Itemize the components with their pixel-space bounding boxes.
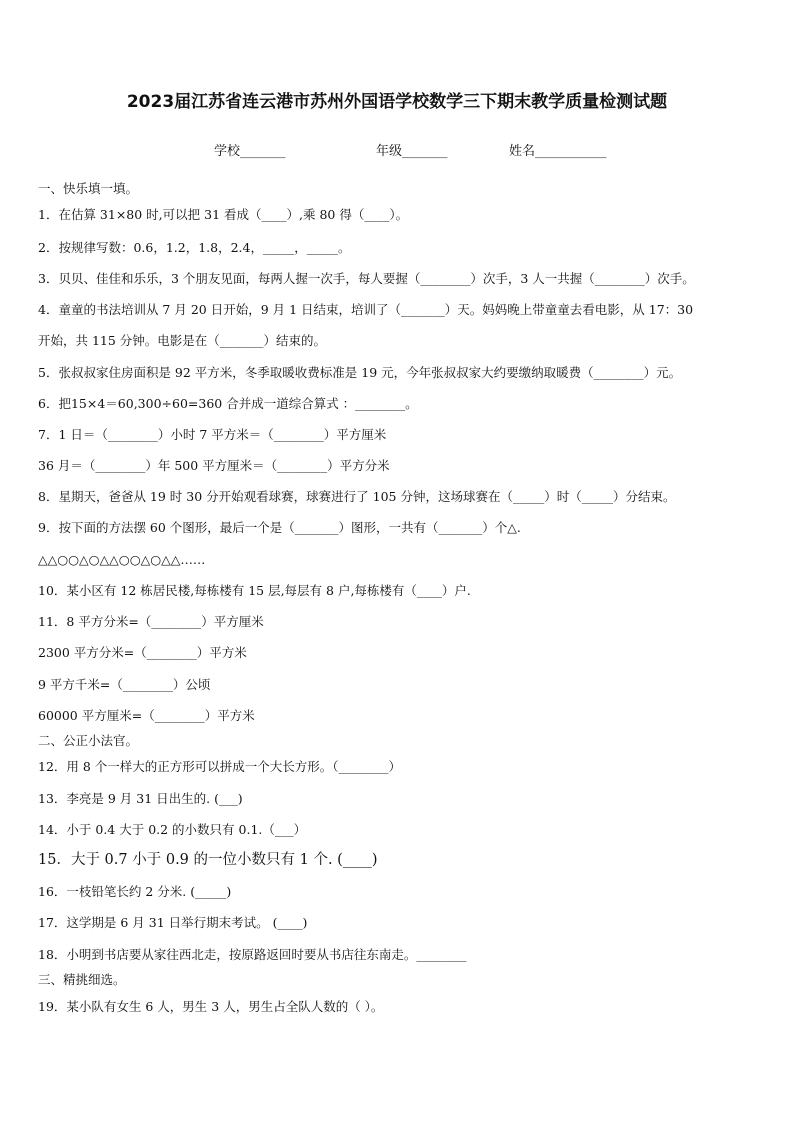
question-18: 18．小明到书店要从家往西北走，按原路返回时要从书店往东南走。________ xyxy=(38,947,467,962)
question-19: 19．某小队有女生 6 人，男生 3 人，男生占全队人数的（ ）。 xyxy=(38,999,384,1014)
question-4-line-1: 4．童童的书法培训从 7 月 20 日开始，9 月 1 日结束，培训了（_______）天。妈妈晚上带童童去看电影，从 17：30 xyxy=(38,302,694,317)
question-10: 10．某小区有 12 栋居民楼,每栋楼有 15 层,每层有 8 户,每栋楼有（____）户. xyxy=(38,583,471,598)
name-field: 姓名___________ xyxy=(509,144,607,159)
question-3: 3．贝贝、佳佳和乐乐，3 个朋友见面，每两人握一次手，每人要握（________）次手，3 人一共握（________）次手。 xyxy=(38,271,695,286)
page-title: 2023届江苏省连云港市苏州外国语学校数学三下期末教学质量检测试题 xyxy=(126,92,668,112)
question-7-line-1: 7．1 日＝（________）小时 7 平方米＝（________）平方厘米 xyxy=(38,427,387,442)
question-11-line-2: 2300 平方分米=（________）平方米 xyxy=(38,645,247,660)
question-1: 1．在估算 31×80 时,可以把 31 看成（____）,乘 80 得（____）。 xyxy=(38,207,409,222)
question-2: 2．按规律写数：0.6，1.2，1.8，2.4，_____，_____。 xyxy=(38,240,351,255)
question-11-line-4: 60000 平方厘米=（________）平方米 xyxy=(38,708,255,723)
question-4-line-2: 开始，共 115 分钟。电影是在（_______）结束的。 xyxy=(38,333,327,348)
section-1-heading: 一、快乐填一填。 xyxy=(38,181,139,196)
question-12: 12．用 8 个一样大的正方形可以拼成一个大长方形。（________） xyxy=(38,759,402,774)
question-14: 14．小于 0.4 大于 0.2 的小数只有 0.1.（___） xyxy=(38,822,307,837)
question-7-line-2: 36 月＝（________）年 500 平方厘米＝（________）平方分米 xyxy=(38,458,390,473)
question-11-line-1: 11．8 平方分米=（________）平方厘米 xyxy=(38,614,264,629)
school-field: 学校_______ xyxy=(214,144,286,159)
question-6: 6．把15×4＝60,300÷60=360 合并成一道综合算式 ：________。 xyxy=(38,396,418,411)
question-17: 17．这学期是 6 月 31 日举行期末考试。 (____) xyxy=(38,915,308,930)
section-2-heading: 二、公正小法官。 xyxy=(38,733,139,748)
question-15: 15．大于 0.7 小于 0.9 的一位小数只有 1 个. (____) xyxy=(38,852,378,868)
grade-field: 年级_______ xyxy=(376,144,448,159)
section-3-heading: 三、精挑细选。 xyxy=(38,972,126,987)
question-11-line-3: 9 平方千米=（________）公顷 xyxy=(38,677,211,692)
question-16: 16．一枝铅笔长约 2 分米. (_____) xyxy=(38,884,232,899)
question-9-pattern: △△○○△○△△○○△○△△…… xyxy=(38,552,206,567)
question-5: 5．张叔叔家住房面积是 92 平方米，冬季取暖收费标准是 19 元，今年张叔叔家大约要缴纳取暖费（________）元。 xyxy=(38,365,682,380)
question-9: 9．按下面的方法摆 60 个图形，最后一个是（_______）图形，一共有（_______）个△. xyxy=(38,520,521,535)
question-13: 13．李亮是 9 月 31 日出生的. (___) xyxy=(38,791,243,806)
question-8: 8．星期天，爸爸从 19 时 30 分开始观看球赛，球赛进行了 105 分钟，这场球赛在（_____）时（_____）分结束。 xyxy=(38,489,676,504)
